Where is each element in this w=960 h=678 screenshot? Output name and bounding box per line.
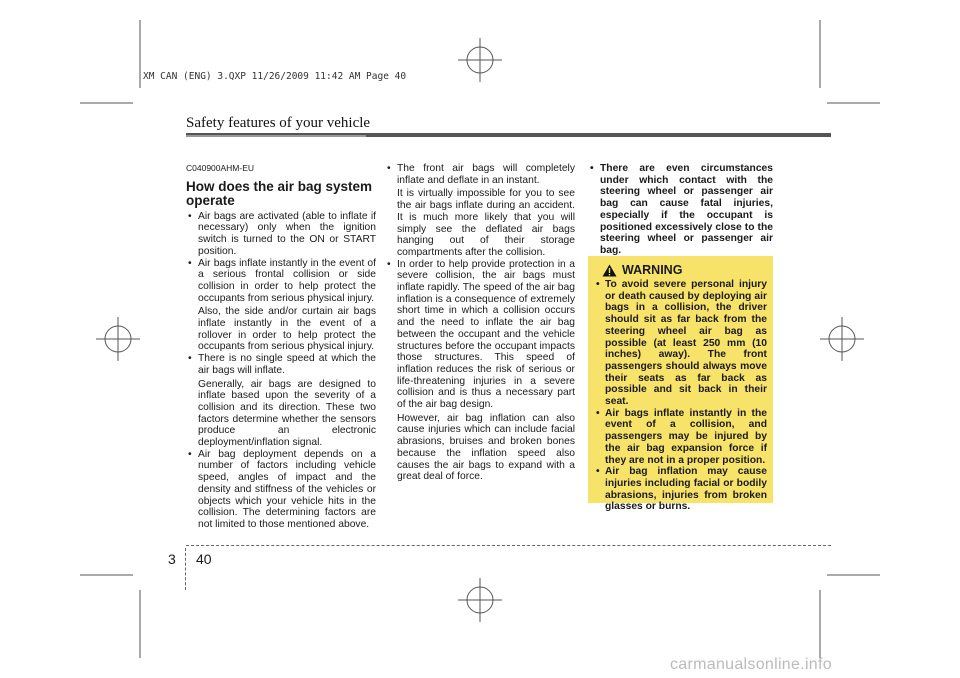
column-right	[588, 163, 773, 257]
registration-target-right	[820, 317, 864, 361]
footer-rule	[186, 545, 831, 546]
list-item	[186, 258, 376, 354]
warning-header	[602, 264, 767, 277]
list-item	[186, 211, 376, 258]
registration-target-bottom	[458, 578, 502, 622]
bullet-text: Air bag deployment depends on a number of factors including vehicle speed, angles of impact and the density and stiffness of the vehicles or objects which your vehicle hits in the collision. The determining factors are not limited to those mentioned above.	[198, 448, 376, 530]
warning-triangle-icon	[602, 264, 617, 277]
paragraph: It is virtually impossible for you to see the air bags inflate during an accident. It is much more likely that you will simply see the deflated air bags hanging out of their storage compartments after the collision.	[397, 188, 575, 258]
paragraph: Generally, air bags are designed to inflate based upon the severity of a collision and its direction. These two factors determine whether the sensors produce an electronic deployment/inflation signal.	[198, 378, 376, 449]
section-code: C040900AHM-EU	[186, 163, 255, 173]
bullet-text: Air bags inflate instantly in the event of a serious frontal collision or side collision in order to help protect the occupants from serious physical injury.	[198, 257, 376, 304]
warning-item: • To avoid severe personal injury or death caused by deploying air bags in a collision, the driver should sit as far back from the steering wheel air bag as possible (at least 250 mm (10 inches) away). The front passengers should always move their seats as far back as possible and sit back in their seat.	[594, 279, 767, 408]
list-item	[588, 163, 773, 257]
bullet-text: Air bags are activated (able to inflate if necessary) only when the ignition switch is turned to the ON or START position.	[198, 210, 376, 257]
section-heading: How does the air bag system operate	[186, 178, 373, 208]
registration-target-left	[96, 317, 140, 361]
warning-item: • Air bags inflate instantly in the event of a collision, and passengers may be injured by the air bag expansion force if they are not in a proper position.	[594, 408, 767, 467]
warning-title: WARNING	[622, 262, 683, 277]
column-left	[186, 163, 376, 531]
page-header-title: Safety features of your vehicle	[186, 115, 371, 131]
column-middle	[385, 163, 575, 483]
list-item	[385, 163, 575, 259]
bullet-text: In order to help provide protection in a severe collision, the air bags must inflate rapidly. The speed of the air bag inflation is a consequence of extremely short time in which a collision occurs and the need to inflate the air bag between the occupant and the vehicle structures before the occupant impacts those structures. This speed of inflation reduces the risk of serious or life-threatening injuries in a severe collision and is thus a necessary part of the air bag design.	[397, 258, 575, 411]
watermark: carmanualsonline.info	[670, 656, 832, 673]
paragraph: Also, the side and/or curtain air bags inflate instantly in the event of a rollover in order to help protect the occupants from serious physical injury.	[198, 306, 376, 353]
bullet-text: There is no single speed at which the air bags will inflate.	[198, 353, 376, 376]
registration-target-top	[458, 38, 502, 82]
warning-list	[594, 279, 767, 513]
bullet-text: The front air bags will completely inflate and deflate in an instant.	[397, 163, 575, 186]
bullet-list	[385, 163, 575, 483]
bullet-text: There are even circumstances under which contact with the steering wheel or passenger air bag can cause fatal injuries, especially if the occupant is positioned excessively close to the steering wheel or passenger air bag.	[600, 163, 773, 256]
print-slug: XM CAN (ENG) 3.QXP 11/26/2009 11:42 AM Page 40	[143, 71, 407, 82]
list-item	[186, 353, 376, 449]
list-item	[186, 449, 376, 531]
page-number-separator	[185, 548, 186, 590]
warning-item: • Air bag inflation may cause injuries including facial or bodily abrasions, injuries from broken glasses or burns.	[594, 466, 767, 513]
header-rule-accent	[186, 135, 366, 137]
warning-box	[588, 256, 773, 513]
paragraph: However, air bag inflation can also cause injuries which can include facial abrasions, bruises and broken bones because the inflation speed also causes the air bags to expand with a great deal of force.	[397, 412, 575, 483]
list-item	[385, 259, 575, 483]
bullet-list	[186, 211, 376, 531]
chapter-number: 3	[168, 551, 176, 567]
page-number: 40	[196, 551, 212, 567]
bullet-list	[588, 163, 773, 257]
